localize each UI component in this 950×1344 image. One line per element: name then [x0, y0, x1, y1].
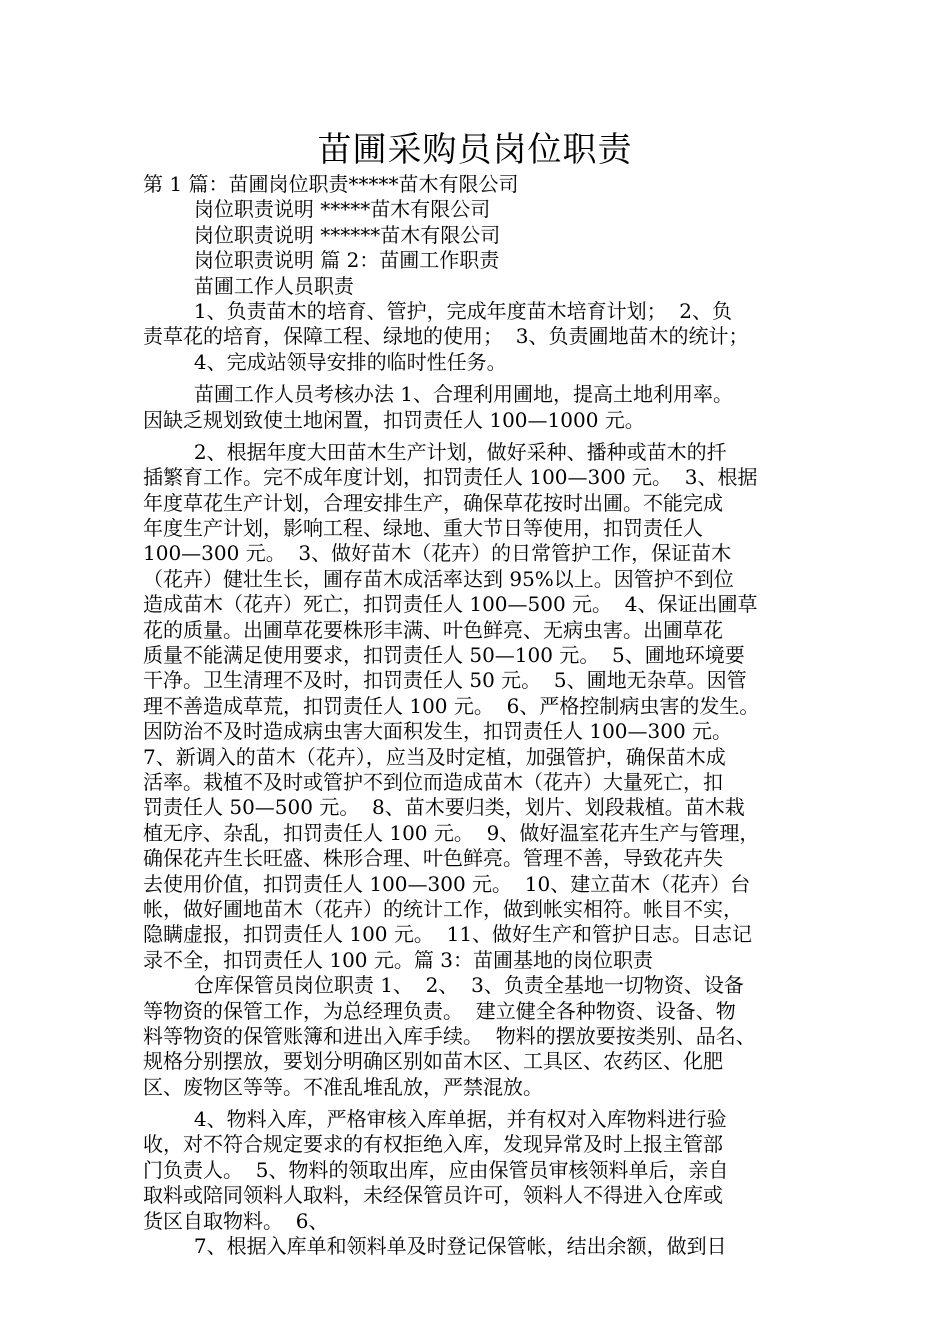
page-title: 苗圃采购员岗位职责 — [317, 130, 633, 170]
text-line: 隐瞒虚报，扣罚责任人 100 元。 11、做好生产和管护日志。日志记 — [143, 922, 753, 947]
text-line: 7、根据入库单和领料单及时登记保管帐，结出余额，做到日 — [143, 1234, 727, 1259]
text-line: 干净。卫生清理不及时，扣罚责任人 50 元。 5、圃地无杂草。因管 — [143, 668, 747, 693]
text-line: 年度草花生产计划，合理安排生产，确保草花按时出圃。不能完成 — [143, 490, 723, 515]
text-line — [143, 1100, 823, 1107]
text-line: 责草花的培育，保障工程、绿地的使用； 3、负责圃地苗木的统计； — [143, 324, 749, 349]
text-line: 苗圃工作人员考核办法 1、合理利用圃地，提高土地利用率。 — [143, 382, 733, 407]
text-line: 质量不能满足使用要求，扣罚责任人 50—100 元。 5、圃地环境要 — [143, 643, 745, 668]
text-line: 录不全，扣罚责任人 100 元。篇 3：苗圃基地的岗位职责 — [143, 947, 653, 972]
text-line: 植无序、杂乱，扣罚责任人 100 元。 9、做好温室花卉生产与管理， — [143, 820, 760, 845]
text-line — [143, 433, 823, 440]
text-line: 活率。栽植不及时或管护不到位而造成苗木（花卉）大量死亡，扣 — [143, 769, 723, 794]
text-line: 岗位职责说明 *****苗木有限公司 — [143, 197, 491, 222]
text-line: 取料或陪同领料人取料，未经保管员许可，领料人不得进入仓库或 — [143, 1183, 723, 1208]
text-line: 收，对不符合规定要求的有权拒绝入库，发现异常及时上报主管部 — [143, 1132, 723, 1157]
text-line: 造成苗木（花卉）死亡，扣罚责任人 100—500 元。 4、保证出圃草 — [143, 592, 758, 617]
text-line: 规格分别摆放，要划分明确区别如苗木区、工具区、农药区、化肥 — [143, 1049, 723, 1074]
text-line — [143, 375, 823, 382]
text-line: 因缺乏规划致使土地闲置，扣罚责任人 100—1000 元。 — [143, 407, 645, 432]
text-line: 区、废物区等等。不准乱堆乱放，严禁混放。 — [143, 1074, 543, 1099]
text-line: （花卉）健壮生长，圃存苗木成活率达到 95%以上。因管护不到位 — [143, 566, 734, 591]
text-line: 苗圃工作人员职责 — [143, 273, 354, 298]
text-line: 7、新调入的苗木（花卉），应当及时定植，加强管护，确保苗木成 — [143, 744, 726, 769]
text-line: 100—300 元。 3、做好苗木（花卉）的日常管护工作，保证苗木 — [143, 541, 732, 566]
text-line: 因防治不及时造成病虫害大面积发生，扣罚责任人 100—300 元。 — [143, 719, 733, 744]
text-line: 罚责任人 50—500 元。 8、苗木要归类，划片、划段栽植。苗木栽 — [143, 795, 745, 820]
text-line: 花的质量。出圃草花要株形丰满、叶色鲜亮、无病虫害。出圃草花 — [143, 617, 723, 642]
text-line: 第 1 篇：苗圃岗位职责*****苗木有限公司 — [143, 172, 519, 196]
text-line: 货区自取物料。 6、 — [143, 1208, 329, 1233]
text-line: 仓库保管员岗位职责 1、 2、 3、负责全基地一切物资、设备 — [143, 973, 744, 998]
text-line: 4、完成站领导安排的临时性任务。 — [143, 349, 507, 374]
text-line: 岗位职责说明 ******苗木有限公司 — [143, 222, 501, 247]
text-line: 确保花卉生长旺盛、株形合理、叶色鲜亮。管理不善，导致花卉失 — [143, 846, 723, 871]
text-line: 4、物料入库，严格审核入库单据，并有权对入库物料进行验 — [143, 1107, 727, 1132]
text-line: 岗位职责说明 篇 2：苗圃工作职责 — [143, 248, 500, 273]
text-line: 1、负责苗木的培育、管护，完成年度苗木培育计划； 2、负 — [143, 298, 733, 323]
text-line: 去使用价值，扣罚责任人 100—300 元。 10、建立苗木（花卉）台 — [143, 871, 751, 896]
text-line: 等物资的保管工作，为总经理负责。 建立健全各种物资、设备、物 — [143, 998, 736, 1023]
document-body — [143, 172, 823, 1259]
text-line: 料等物资的保管账簿和进出入库手续。 物料的摆放要按类别、品名、 — [143, 1023, 756, 1048]
text-line: 帐，做好圃地苗木（花卉）的统计工作，做到帐实相符。帐目不实， — [143, 896, 743, 921]
text-line: 门负责人。 5、物料的领取出库，应由保管员审核领料单后，亲自 — [143, 1157, 729, 1182]
text-line: 年度生产计划，影响工程、绿地、重大节日等使用，扣罚责任人 — [143, 516, 703, 541]
text-line: 理不善造成草荒，扣罚责任人 100 元。 6、严格控制病虫害的发生。 — [143, 693, 760, 718]
text-line: 插繁育工作。完不成年度计划，扣罚责任人 100—300 元。 3、根据 — [143, 465, 758, 490]
text-line: 2、根据年度大田苗木生产计划，做好采种、播种或苗木的扦 — [143, 439, 727, 464]
